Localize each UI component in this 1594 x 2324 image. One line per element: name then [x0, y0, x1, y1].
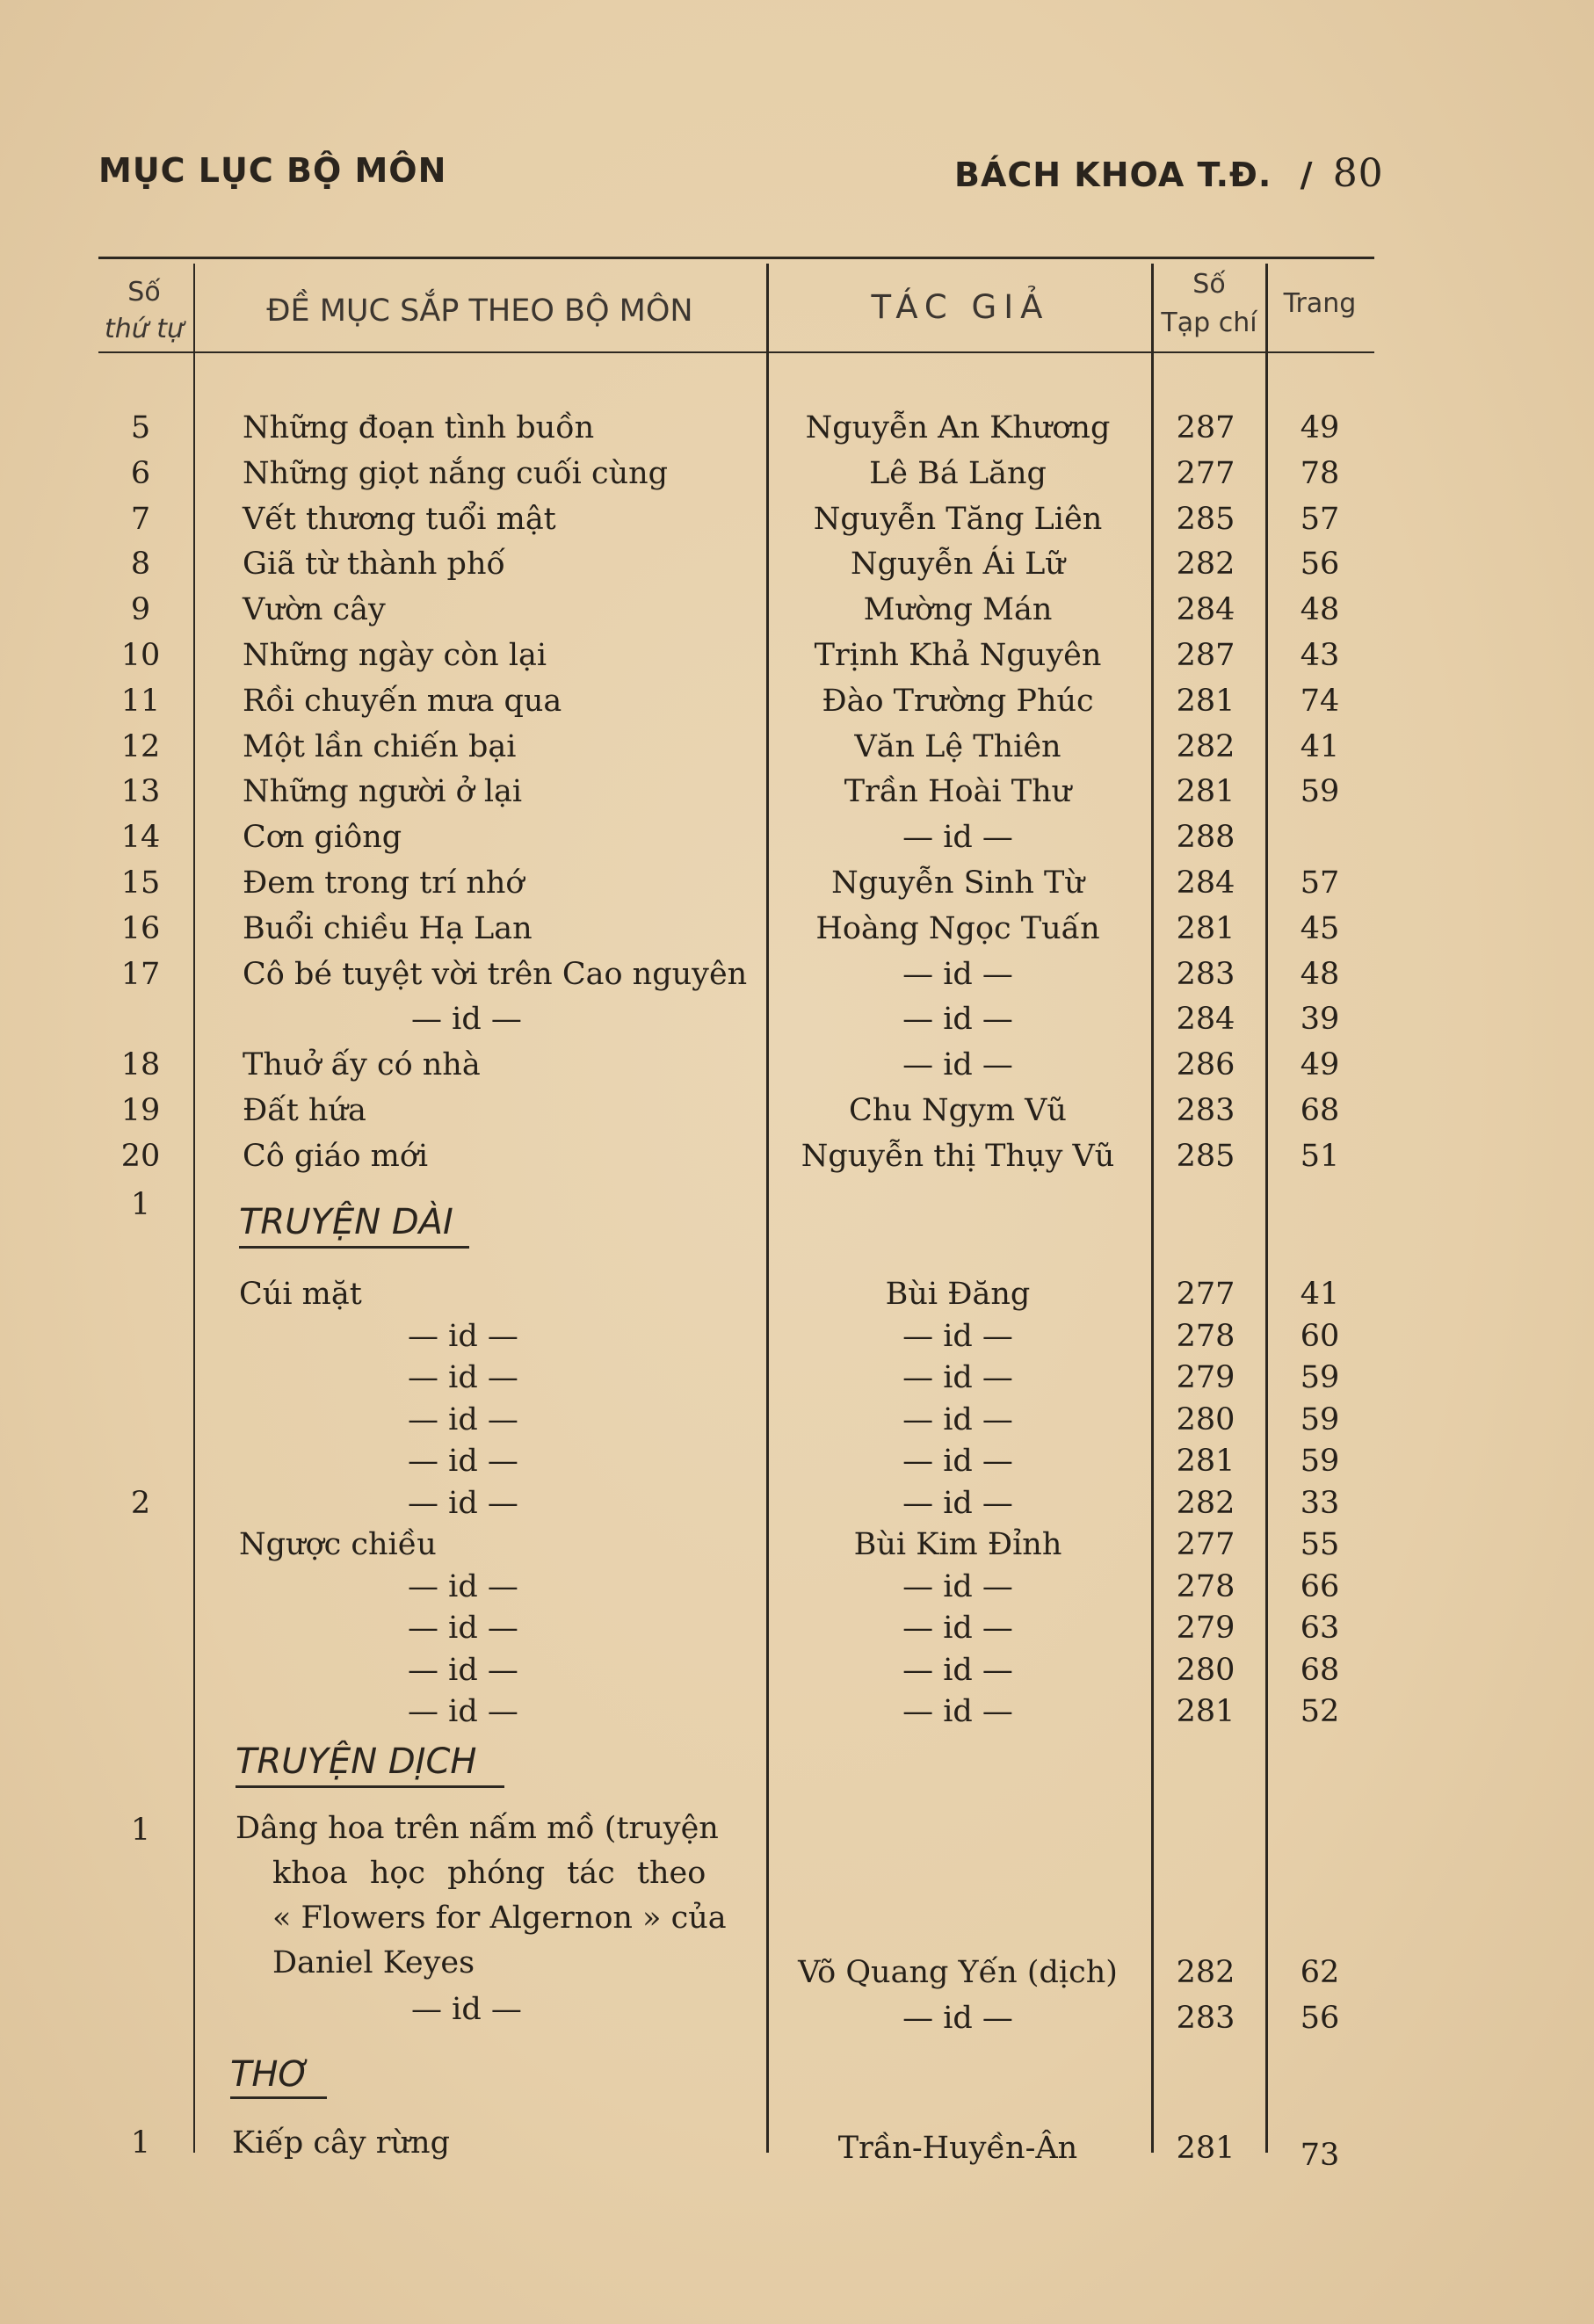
row-author: Mường Mán	[863, 592, 1053, 628]
row-author: — id —	[902, 1568, 1013, 1604]
row-page: 55	[1300, 1527, 1340, 1562]
row-author: — id —	[902, 1002, 1013, 1038]
translated-entry-issue: 282	[1176, 1955, 1235, 1990]
row-number: 16	[120, 910, 161, 946]
row-issue: 287	[1176, 638, 1235, 673]
translated-entry-title	[235, 1806, 728, 1986]
row-author: Trần Hoài Thư	[844, 774, 1072, 810]
row-number: 6	[130, 455, 151, 491]
row-issue: 281	[1176, 683, 1235, 719]
row-author: — id —	[902, 820, 1013, 856]
row-title: — id —	[408, 1485, 518, 1521]
row-title: — id —	[408, 1694, 518, 1729]
row-issue: 285	[1176, 1138, 1235, 1174]
row-page: 59	[1300, 1401, 1340, 1437]
row-page: 43	[1300, 638, 1340, 673]
row-page: 59	[1300, 1360, 1340, 1395]
translated-entry-title-line1: Dâng hoa trên nấm mồ (truyện	[235, 1811, 719, 1846]
row-author: Chu Ngym Vũ	[849, 1093, 1067, 1128]
row-author: — id —	[902, 1652, 1013, 1688]
header-separator: /	[1300, 156, 1314, 194]
row-author: Nguyễn An Khương	[805, 410, 1111, 445]
column-header-issue-line2: Tạp chí	[1161, 308, 1257, 338]
row-author: — id —	[902, 1360, 1013, 1395]
row-title: — id —	[408, 1652, 518, 1688]
row-author: Nguyễn Tăng Liên	[813, 501, 1103, 537]
column-header-number-line2: thứ tự	[104, 314, 185, 344]
column-header-issue	[1155, 265, 1264, 343]
row-issue: 283	[1176, 1093, 1235, 1128]
row-title: Những ngày còn lại	[243, 638, 547, 673]
column-header-issue-line1: Số	[1192, 269, 1226, 300]
row-number: 19	[120, 1093, 161, 1128]
row-number: 18	[120, 1047, 161, 1083]
row-author: — id —	[902, 1401, 1013, 1437]
section-heading-translated-underline	[235, 1785, 504, 1788]
row-author: Hoàng Ngọc Tuấn	[815, 910, 1100, 946]
column-divider-author	[766, 264, 769, 2153]
translated-entry-id-issue: 283	[1176, 2001, 1235, 2036]
row-page: 41	[1300, 1277, 1340, 1312]
row-issue: 277	[1176, 1277, 1235, 1312]
row-author: — id —	[902, 956, 1013, 992]
row-title: Đất hứa	[243, 1093, 366, 1128]
row-page: 63	[1300, 1611, 1340, 1646]
row-issue: 277	[1176, 455, 1235, 491]
row-number: 9	[130, 592, 151, 628]
row-title: — id —	[408, 1360, 518, 1395]
row-page: 57	[1300, 501, 1340, 537]
poetry-entry-title: Kiếp cây rừng	[232, 2125, 450, 2161]
row-title: Giã từ thành phố	[243, 547, 505, 583]
row-title: — id —	[408, 1444, 518, 1479]
row-title: — id —	[408, 1611, 518, 1646]
row-page: 78	[1300, 455, 1340, 491]
row-author: — id —	[902, 1611, 1013, 1646]
row-page: 59	[1300, 774, 1340, 810]
row-author: Trịnh Khả Nguyên	[814, 638, 1102, 673]
poetry-entry-page: 73	[1300, 2138, 1340, 2173]
row-author: Lê Bá Lăng	[869, 455, 1047, 491]
section-heading-long-stories: TRUYỆN DÀI	[239, 1202, 453, 1242]
row-author: Nguyễn thị Thụy Vũ	[801, 1138, 1115, 1174]
header-top-rule	[98, 257, 1374, 259]
row-author: — id —	[902, 1444, 1013, 1479]
column-header-number	[98, 274, 190, 348]
journal-title: BÁCH KHOA T.Đ.	[954, 156, 1272, 194]
row-title: Một lần chiến bại	[243, 728, 517, 764]
row-page: 45	[1300, 910, 1340, 946]
row-title: Cô bé tuyệt vời trên Cao nguyên	[243, 956, 748, 992]
row-issue: 283	[1176, 956, 1235, 992]
row-page: 56	[1300, 547, 1340, 583]
translated-entry-title-line4: Daniel Keyes	[272, 1945, 475, 1980]
section-long-number: 1	[130, 1187, 151, 1222]
row-issue: 280	[1176, 1652, 1235, 1688]
row-title: Ngược chiều	[239, 1527, 437, 1562]
row-page: 41	[1300, 728, 1340, 764]
row-issue: 281	[1176, 774, 1235, 810]
section-heading-long-stories-underline	[239, 1246, 469, 1249]
row-number: 14	[120, 820, 161, 856]
row-page: 48	[1300, 956, 1340, 992]
page-number: 80	[1332, 151, 1384, 196]
row-title: Cô giáo mới	[243, 1138, 429, 1174]
row-title: Vết thương tuổi mật	[243, 501, 556, 537]
row-issue: 287	[1176, 410, 1235, 445]
row-author: Bùi Đăng	[885, 1277, 1031, 1312]
translated-entry-page: 62	[1300, 1955, 1340, 1990]
row-page: 57	[1300, 865, 1340, 901]
row-author: — id —	[902, 1694, 1013, 1729]
row-issue: 284	[1176, 592, 1235, 628]
page-header-left: MỤC LỤC BỘ MÔN	[98, 151, 447, 190]
row-issue: 279	[1176, 1360, 1235, 1395]
translated-entry-id-title: — id —	[411, 1992, 522, 2027]
row-issue: 280	[1176, 1401, 1235, 1437]
row-page: 49	[1300, 1047, 1340, 1083]
row-issue: 282	[1176, 1485, 1235, 1521]
row-title: — id —	[408, 1568, 518, 1604]
translated-entry-id-page: 56	[1300, 2001, 1340, 2036]
page-header-right	[954, 151, 1384, 196]
row-author: — id —	[902, 1047, 1013, 1083]
translated-entry-title-line3: « Flowers for Algernon » của	[272, 1900, 727, 1936]
row-number: 11	[120, 683, 161, 719]
column-divider-number	[193, 264, 195, 2153]
row-page: 33	[1300, 1485, 1340, 1521]
row-page: 68	[1300, 1652, 1340, 1688]
row-number: 13	[120, 774, 161, 810]
row-page: 39	[1300, 1002, 1340, 1038]
row-number: 12	[120, 728, 161, 764]
row-title: — id —	[411, 1002, 522, 1038]
row-issue: 286	[1176, 1047, 1235, 1083]
row-issue: 284	[1176, 1002, 1235, 1038]
row-issue: 278	[1176, 1318, 1235, 1354]
column-header-page: Trang	[1283, 288, 1357, 319]
row-title: Thuở ấy có nhà	[243, 1047, 481, 1083]
row-page: 68	[1300, 1093, 1340, 1128]
row-page: 60	[1300, 1318, 1340, 1354]
row-author: — id —	[902, 1485, 1013, 1521]
column-header-number-line1: Số	[127, 277, 161, 308]
row-issue: 281	[1176, 1444, 1235, 1479]
translated-entry-number: 1	[130, 1813, 151, 1848]
column-divider-page	[1265, 264, 1268, 2153]
column-header-author: TÁC GIẢ	[871, 288, 1050, 326]
row-author: Văn Lệ Thiên	[854, 728, 1061, 764]
section-heading-poetry-underline	[230, 2096, 327, 2099]
row-author: Đào Trường Phúc	[822, 683, 1094, 719]
row-title: — id —	[408, 1401, 518, 1437]
row-title: Vườn cây	[243, 592, 386, 628]
section-heading-poetry: THƠ	[230, 2054, 311, 2095]
row-title: — id —	[408, 1318, 518, 1354]
row-number: 15	[120, 865, 161, 901]
row-title: Buổi chiều Hạ Lan	[243, 910, 533, 946]
row-number: 20	[120, 1138, 161, 1174]
row-page: 66	[1300, 1568, 1340, 1604]
row-issue: 277	[1176, 1527, 1235, 1562]
row-number: 2	[130, 1485, 151, 1521]
translated-entry-title-line2: khoa học phóng tác theo	[272, 1856, 706, 1891]
column-header-title: ĐỀ MỤC SẮP THEO BỘ MÔN	[266, 293, 693, 329]
row-author: Bùi Kim Đỉnh	[853, 1527, 1062, 1562]
row-issue: 284	[1176, 865, 1235, 901]
translated-entry-author: Võ Quang Yến (dịch)	[798, 1955, 1118, 1990]
row-issue: 282	[1176, 728, 1235, 764]
row-title: Cúi mặt	[239, 1277, 362, 1312]
row-title: Những đoạn tình buồn	[243, 410, 595, 445]
row-page: 74	[1300, 683, 1340, 719]
row-number: 7	[130, 501, 151, 537]
row-issue: 279	[1176, 1611, 1235, 1646]
column-divider-issue	[1151, 264, 1154, 2153]
row-page: 49	[1300, 410, 1340, 445]
row-title: Đem trong trí nhớ	[243, 865, 525, 901]
row-issue: 281	[1176, 1694, 1235, 1729]
row-page: 48	[1300, 592, 1340, 628]
row-issue: 281	[1176, 910, 1235, 946]
row-number: 8	[130, 547, 151, 583]
row-title: Những người ở lại	[243, 774, 523, 810]
row-title: Rồi chuyến mưa qua	[243, 683, 562, 719]
row-title: Cơn giông	[243, 820, 402, 856]
row-page: 59	[1300, 1444, 1340, 1479]
row-issue: 282	[1176, 547, 1235, 583]
row-page: 52	[1300, 1694, 1340, 1729]
row-author: Nguyễn Sinh Từ	[831, 865, 1084, 901]
row-issue: 288	[1176, 820, 1235, 856]
row-author: — id —	[902, 1318, 1013, 1354]
row-number: 17	[120, 956, 161, 992]
poetry-entry-author: Trần-Huyền-Ân	[837, 2131, 1078, 2166]
row-issue: 278	[1176, 1568, 1235, 1604]
poetry-entry-issue: 281	[1176, 2131, 1235, 2166]
poetry-entry-number: 1	[130, 2125, 151, 2161]
row-page: 51	[1300, 1138, 1340, 1174]
row-number: 10	[120, 638, 161, 673]
header-bottom-rule	[98, 351, 1374, 353]
row-number: 5	[130, 410, 151, 445]
row-issue: 285	[1176, 501, 1235, 537]
translated-entry-id-author: — id —	[902, 2001, 1013, 2036]
section-heading-translated: TRUYỆN DỊCH	[235, 1741, 477, 1782]
row-title: Những giọt nắng cuối cùng	[243, 455, 669, 491]
row-author: Nguyễn Ái Lữ	[851, 547, 1065, 583]
